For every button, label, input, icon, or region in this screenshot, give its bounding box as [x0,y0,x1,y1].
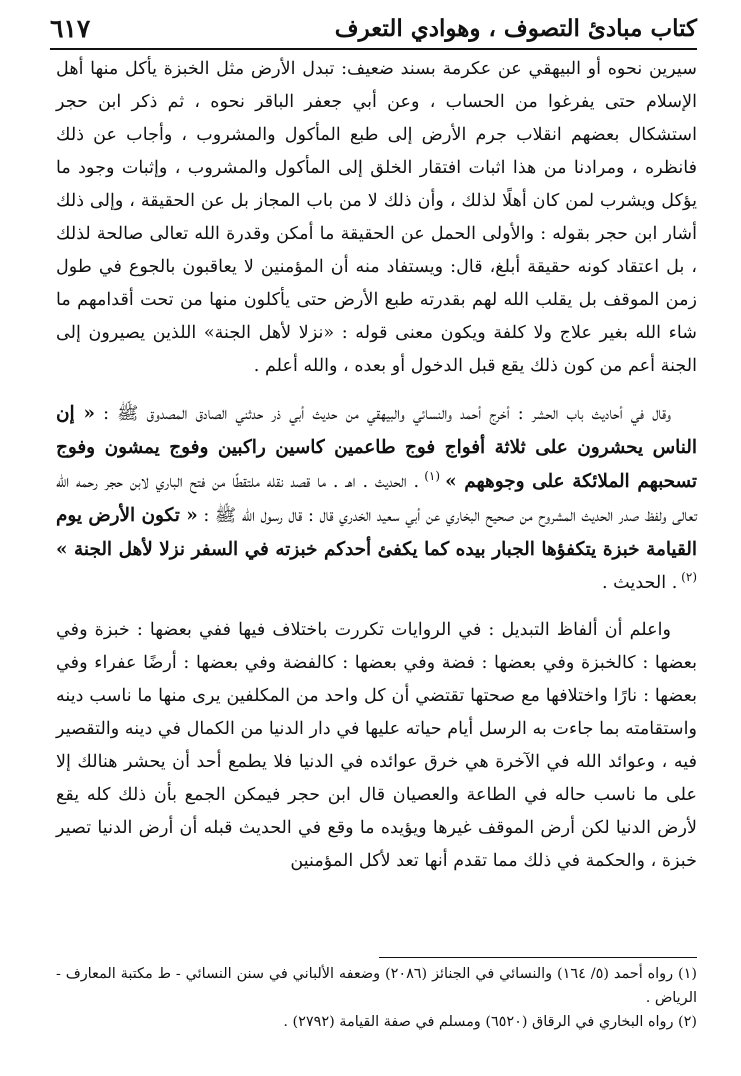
hadith-quote-1: « إن الناس يحشرون على ثلاثة أفواج فوج طاعمين كاسين راكبين وفوج يمشون وفوج تسحبهم الملائكة على وجوههم » [56,403,698,492]
footnote-1: (١) رواه أحمد (٥/ ١٦٤) والنسائي في الجنائز (٢٠٨٦) وضعفه الألباني في سنن النسائي - ط مكتبة المعارف - الرياض . [56,966,697,1006]
page-number: ٦١٧ [50,14,91,43]
footnotes [56,962,697,1034]
main-text [56,53,697,878]
paragraph-1-text: سيرين نحوه أو البيهقي عن عكرمة بسند ضعيف: تبدل الأرض مثل الخبزة يأكل منها أهل الإسلام حتى يفرغوا من الحساب ، وعن أبي جعفر الباقر نحوه ، ثم ذكر ابن حجر استشكال بعضهم انقلاب جرم الأرض إلى طبع المأكول والمشروب ، وأجاب عن ذلك فانظره ، ومرادنا من هذا اثبات افتقار الخلق إلى المأكول والمشروب ، وإثبات وجود ما يؤكل ويشرب لمن كان أهلًا لذلك ، وأن ذلك لا من باب المجاز بل عن الحقيقة ، وإلى ذلك أشار ابن حجر بقوله : والأولى الحمل عن الحقيقة ما أمكن وقدرة الله تعالى صالحة لذلك ، بل اعتقاد كونه حقيقة أبلغ، قال: ويستفاد منه أن المؤمنين لا يعاقبون بالجوع في طول زمن الموقف بل يقلب الله لهم بقدرته طبع الأرض حتى يأكلون منها من تحت أقدامهم ما شاء الله بغير علاج ولا كلفة ويكون معنى قوله : «نزلا لأهل الجنة» اللذين يصيرون إلى الجنة أعم من كون ذلك يقع قبل الدخول أو بعده ، والله أعلم . [56,59,697,376]
running-header [50,10,697,44]
paragraph-2-text-a: وقال في أحاديث باب الحشر : أخرج أحمد والنسائي والبيهقي من حديث أبي ذر حدثني الصادق المصدوق ﷺ : [95,404,671,424]
footnote-ref-2[interactable]: (٢) [677,570,697,585]
footnotes-divider [379,957,697,958]
book-title: كتاب مبادئ التصوف ، وهوادي التعرف [334,15,697,42]
paragraph-2-text-c: . الحديث . [601,573,678,593]
paragraph-1 [56,53,697,383]
paragraph-2 [56,397,697,600]
paragraph-3 [56,614,697,878]
hadith-quote-2: « تكون الأرض يوم القيامة خبزة يتكفؤها الجبار بيده كما يكفئ أحدكم خبزته في السفر نزلا لأهل الجنة » [56,505,697,560]
paragraph-2-text-b: . الحديث . اهـ . ما قصد نقله ملتقطًا من فتح الباري لابن حجر رحمه الله تعالى ولفظ صدر الحديث المشروح من صحيح البخاري عن أبي سعيد الخدري قال : قال رسول الله ﷺ : [56,472,697,526]
footnote-2: (٢) رواه البخاري في الرقاق (٦٥٢٠) ومسلم في صفة القيامة (٢٧٩٢) . [283,1014,697,1030]
footnote-ref-1[interactable]: (١) [419,469,446,484]
header-divider [50,48,697,50]
paragraph-3-text: واعلم أن ألفاظ التبديل : في الروايات تكررت باختلاف فيها ففي بعضها : خبزة وفي بعضها : كالخبزة وفي بعضها : فضة وفي بعضها : كالفضة وفي بعضها : أرضًا عفراء وفي بعضها : نارًا واختلافها مع صحتها تقتضي أن كل واحد من المكلفين يرى منها ما ناسب دينه واستقامته بما جاءت به الرسل أيام حياته عليها في دار الدنيا من الكمال في دينه والتقصير فيه ، وعوائد الله في الآخرة هي خرق عوائده في الدنيا فلا يطمع أحد أن يحشر هنالك إلا على ما ناسب حاله في الطاعة والعصيان قال ابن حجر فيمكن الجمع بأن ذلك كله يقع لأرض الدنيا لكن أرض الموقف غيرها ويؤيده ما وقع في الحديث قبله أن أرض الدنيا تصير خبزة ، والحكمة في ذلك مما تقدم أنها تعد لأكل المؤمنين [56,620,697,871]
